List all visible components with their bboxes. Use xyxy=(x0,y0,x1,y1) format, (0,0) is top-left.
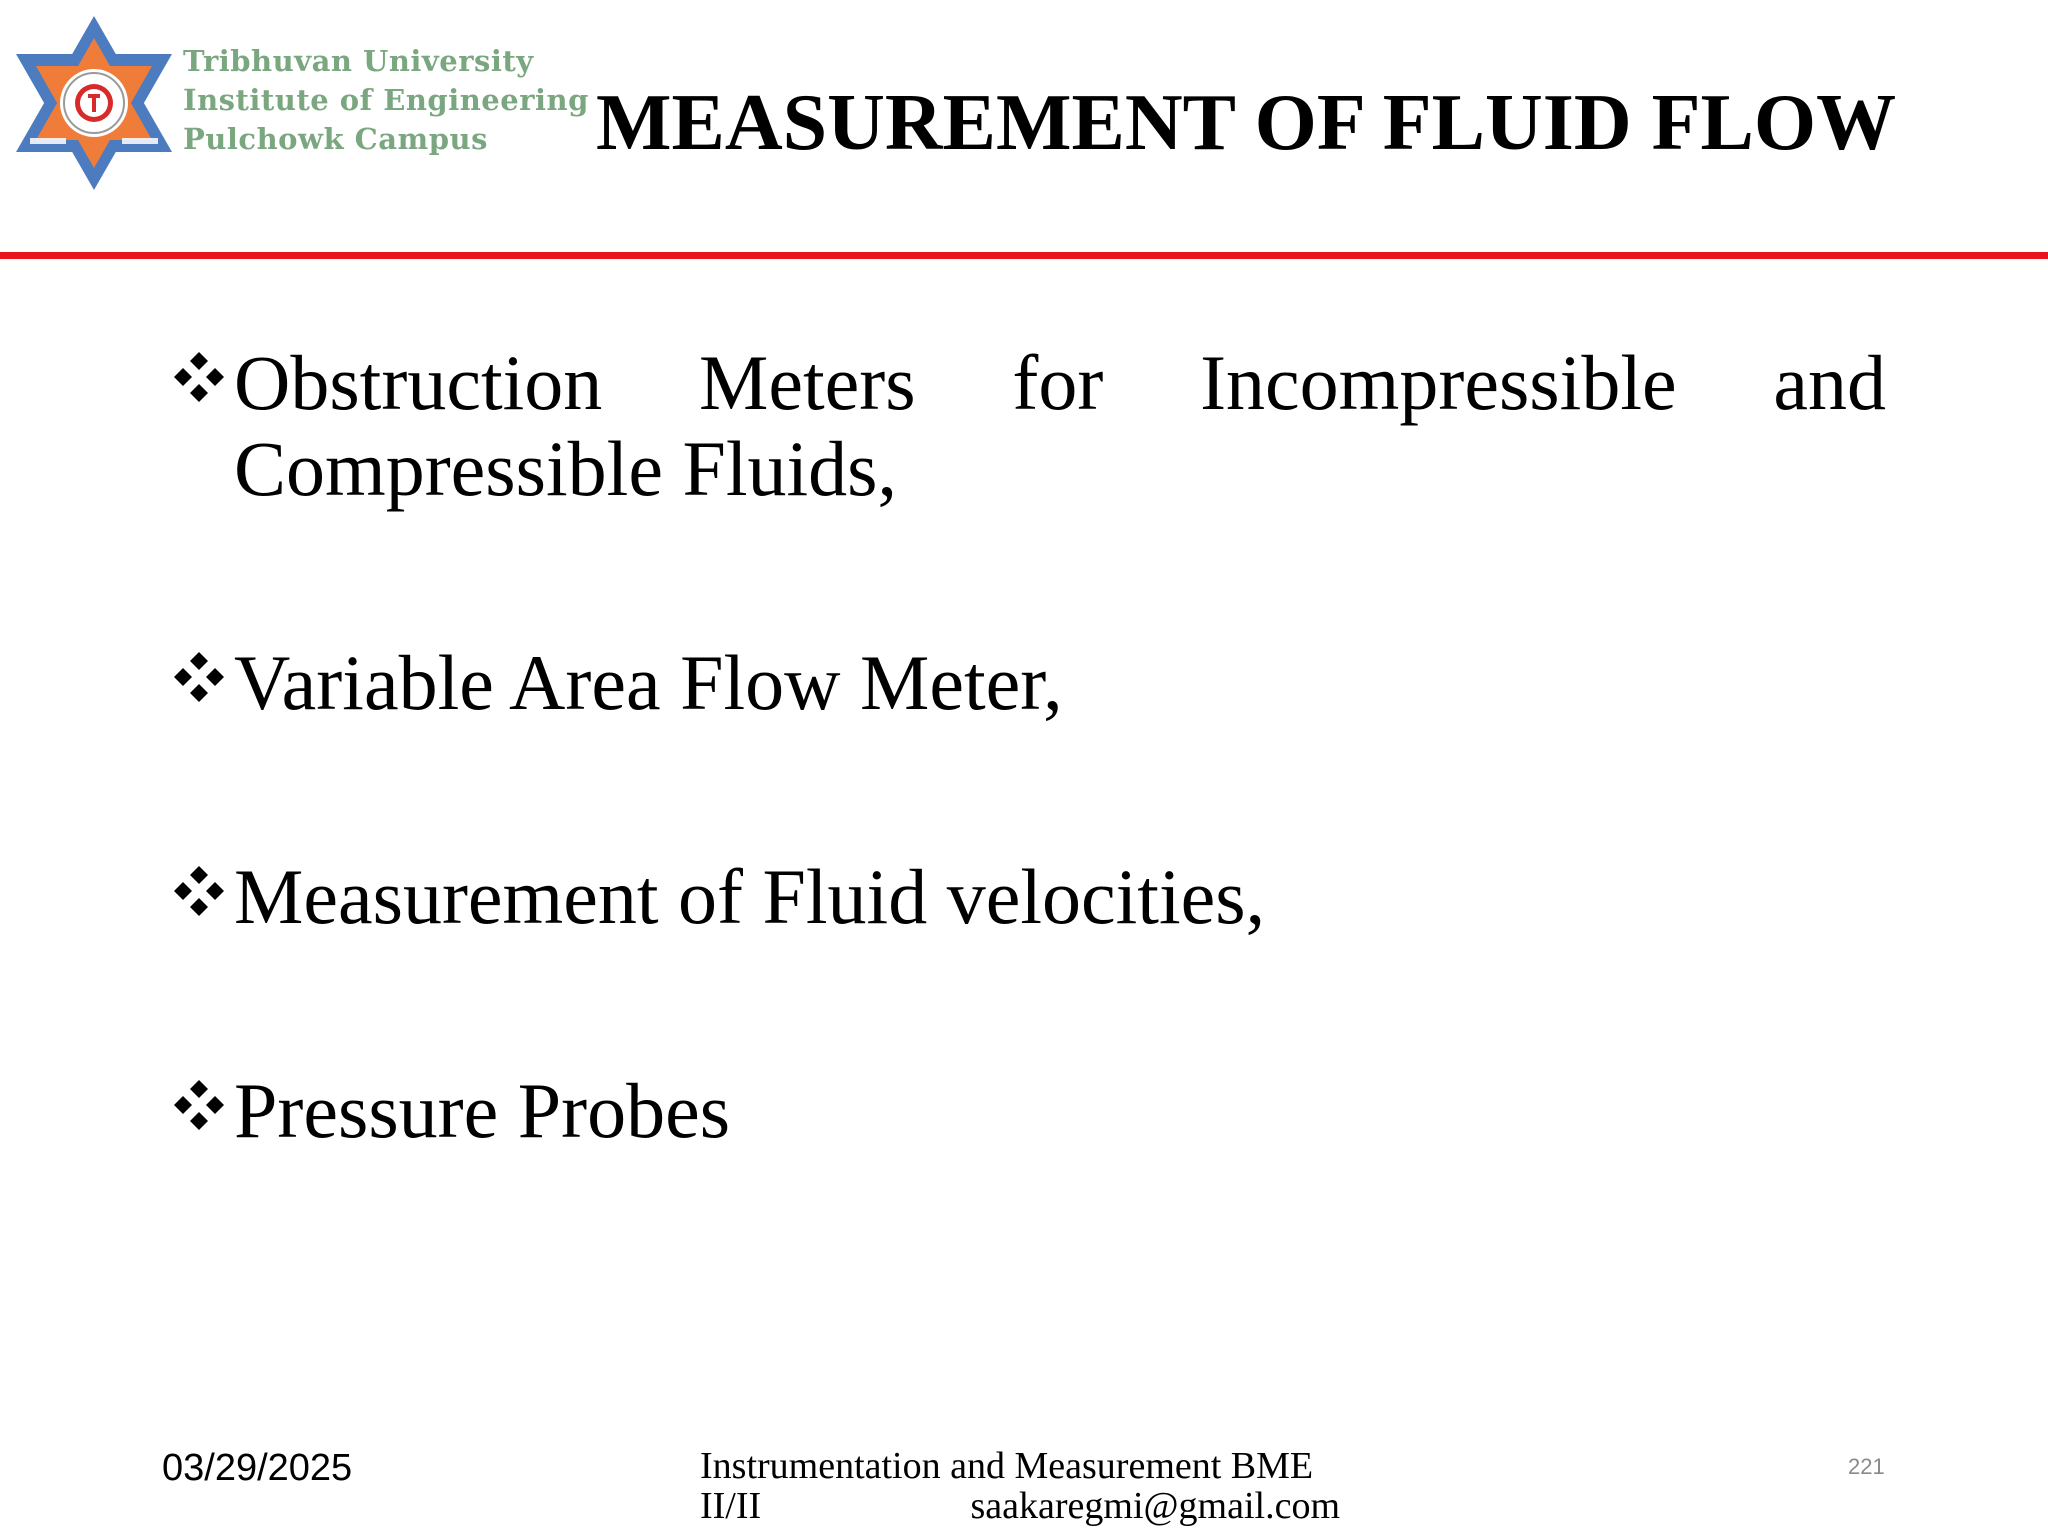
tribhuvan-university-emblem-icon xyxy=(12,12,176,194)
page-number: 221 xyxy=(1848,1454,1885,1479)
logo-text xyxy=(183,42,589,159)
bullet-text: Measurement of Fluid velocities, xyxy=(234,853,1266,940)
logo-line-university: Tribhuvan University xyxy=(183,44,534,78)
logo-line-institute: Institute of Engineering xyxy=(183,83,589,117)
four-diamond-bullet-icon xyxy=(168,1074,230,1136)
bullet-list xyxy=(168,340,1886,1154)
footer-date: 03/29/2025 xyxy=(162,1447,353,1489)
bullet-text: Obstruction Meters for Incompressible and Compressible Fluids, xyxy=(234,339,1886,512)
logo-line-campus: Pulchowk Campus xyxy=(183,122,488,156)
bullet-item xyxy=(168,340,1886,512)
bullet-text: Pressure Probes xyxy=(234,1067,731,1154)
footer-semester: II/II xyxy=(700,1485,762,1527)
footer-course-line2 xyxy=(700,1486,1340,1526)
four-diamond-bullet-icon xyxy=(168,646,230,708)
bullet-item xyxy=(168,640,1886,726)
bullet-item xyxy=(168,1068,1886,1154)
four-diamond-bullet-icon xyxy=(168,346,230,408)
footer-email: saakaregmi@gmail.com xyxy=(970,1485,1340,1527)
bullet-text: Variable Area Flow Meter, xyxy=(234,639,1063,726)
footer-course-info xyxy=(700,1446,1340,1526)
header-divider xyxy=(0,252,2048,259)
bullet-item xyxy=(168,854,1886,940)
institution-logo xyxy=(8,8,608,190)
slide-title: MEASUREMENT OF FLUID FLOW xyxy=(596,79,1897,167)
four-diamond-bullet-icon xyxy=(168,860,230,922)
footer-course-line1: Instrumentation and Measurement BME xyxy=(700,1445,1314,1487)
